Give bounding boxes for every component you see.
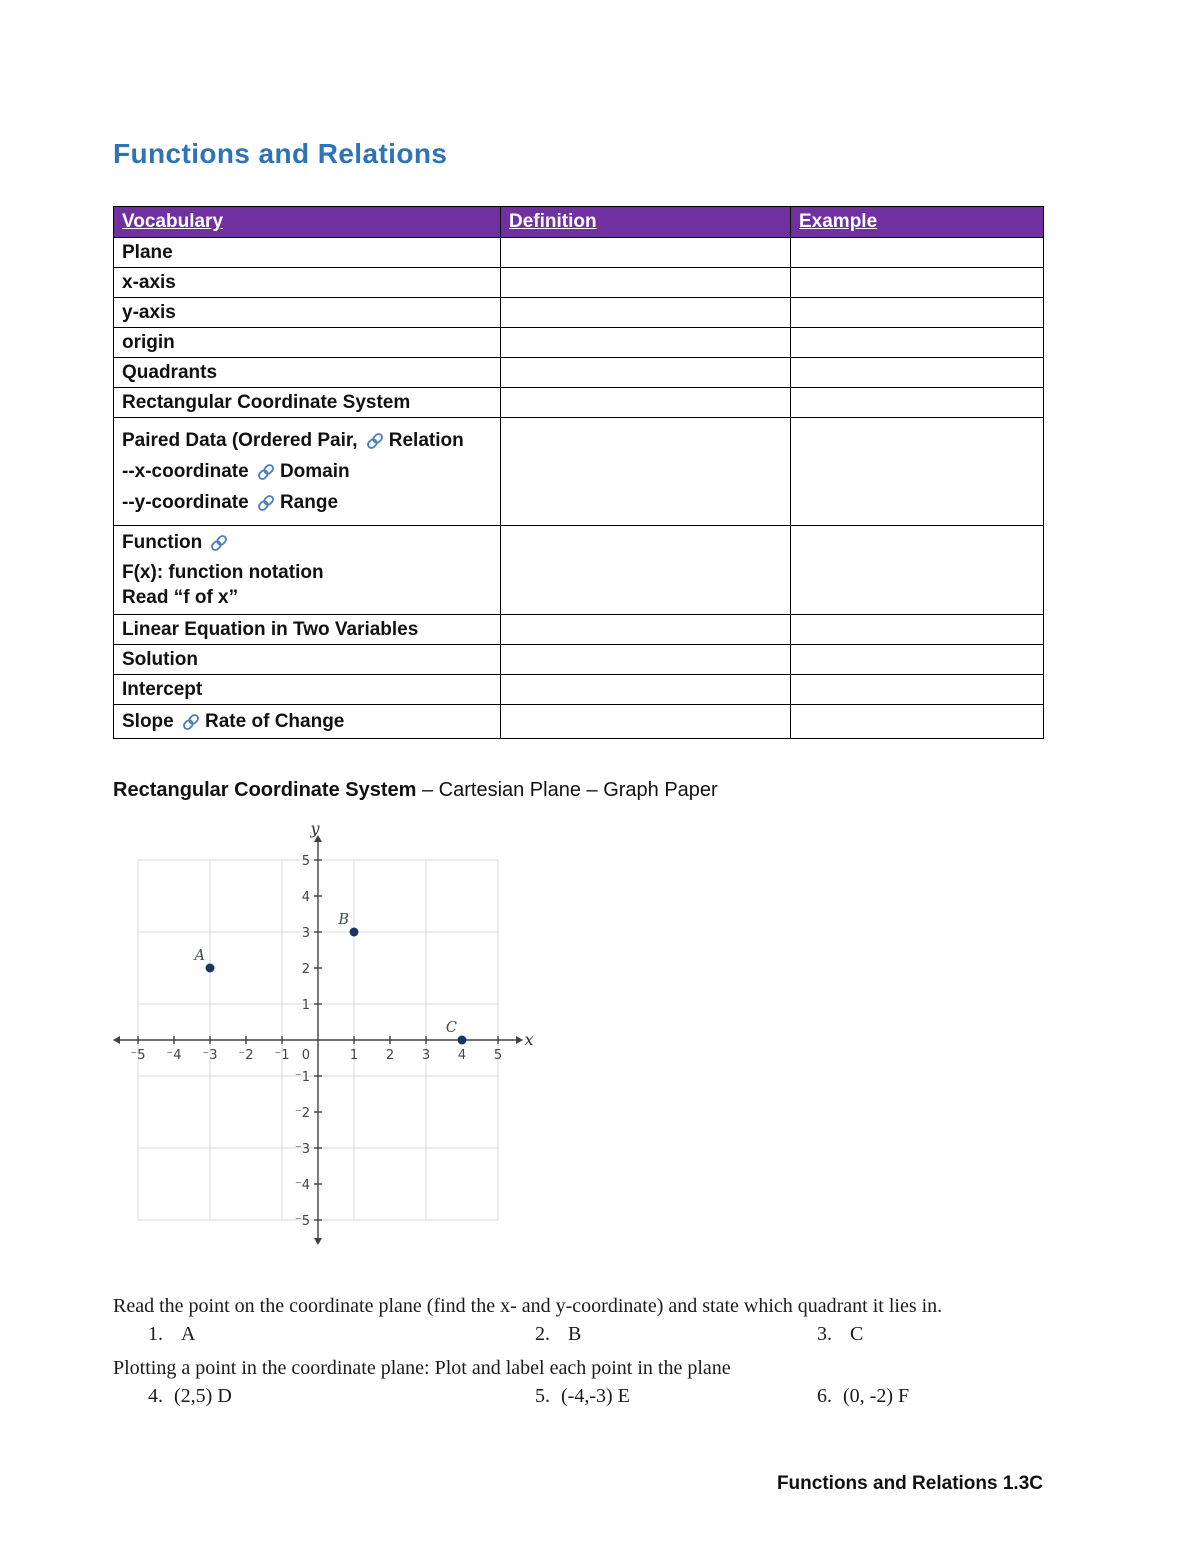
- vocab-row-slope: [114, 705, 1044, 739]
- vocab-term-text: Quadrants: [122, 362, 218, 383]
- definition-cell: [501, 645, 791, 675]
- point-C: [458, 1036, 467, 1045]
- example-cell: [791, 418, 1044, 526]
- vocab-term-cell: [114, 705, 501, 739]
- vocab-row-linear-equation: [114, 615, 1044, 645]
- item-text: C: [850, 1323, 864, 1345]
- vocabulary-table: [113, 206, 1044, 739]
- definition-cell: [501, 358, 791, 388]
- definition-cell: [501, 615, 791, 645]
- vocab-term-text: Linear Equation in Two Variables: [122, 619, 419, 640]
- vocab-term-cell: [114, 418, 501, 526]
- svg-text:2: 2: [385, 1048, 395, 1063]
- column-header-definition: [501, 207, 791, 238]
- vocab-term-cell: [114, 238, 501, 268]
- svg-text:⁻1: ⁻1: [294, 1070, 310, 1085]
- point-label-A: A: [194, 948, 205, 964]
- vocab-term-text: --y-coordinate: [122, 492, 254, 513]
- vocab-term-text: Intercept: [122, 679, 203, 700]
- svg-text:5: 5: [493, 1048, 503, 1063]
- y-axis-label: y: [310, 819, 320, 838]
- vocab-term-text: Slope: [122, 711, 180, 732]
- item-number: 5.: [535, 1385, 550, 1407]
- vocab-row-x-axis: [114, 268, 1044, 298]
- definition-cell: [501, 418, 791, 526]
- x-axis-label: x: [524, 1030, 534, 1049]
- definition-cell: [501, 526, 791, 615]
- definition-cell: [501, 675, 791, 705]
- section-heading-bold: Rectangular Coordinate System: [113, 779, 417, 801]
- svg-text:⁻4: ⁻4: [166, 1048, 182, 1063]
- link-icon: [256, 462, 276, 482]
- vocab-row-origin: [114, 328, 1044, 358]
- example-cell: [791, 645, 1044, 675]
- vocab-row-function: [114, 526, 1044, 615]
- vocab-row-intercept: [114, 675, 1044, 705]
- vocab-term-cell: [114, 388, 501, 418]
- vocab-table-header: [114, 207, 1044, 238]
- link-icon: [365, 431, 385, 451]
- exercise-item-2: [535, 1323, 581, 1346]
- point-B: [350, 928, 359, 937]
- svg-text:⁻3: ⁻3: [294, 1142, 310, 1157]
- definition-cell: [501, 328, 791, 358]
- header-row: [114, 207, 1044, 238]
- link-icon: [209, 533, 229, 553]
- vocab-term-text: Read “f of x”: [122, 587, 239, 608]
- example-cell: [791, 388, 1044, 418]
- svg-text:⁻2: ⁻2: [238, 1048, 254, 1063]
- example-cell: [791, 298, 1044, 328]
- definition-cell: [501, 388, 791, 418]
- page-title: Functions and Relations: [113, 138, 448, 169]
- definition-cell: [501, 298, 791, 328]
- vocab-row-quadrants: [114, 358, 1044, 388]
- item-number: 2.: [535, 1323, 550, 1345]
- vocab-row-plane: [114, 238, 1044, 268]
- vocab-row-rectangular-coordinate-system: [114, 388, 1044, 418]
- link-icon: [181, 712, 201, 732]
- vocab-term-cell: [114, 328, 501, 358]
- example-cell: [791, 615, 1044, 645]
- vocab-row-y-axis: [114, 298, 1044, 328]
- vocab-row-solution: [114, 645, 1044, 675]
- svg-text:⁻1: ⁻1: [274, 1048, 290, 1063]
- svg-text:⁻2: ⁻2: [294, 1106, 310, 1121]
- exercise-item-3: [817, 1323, 863, 1346]
- page-footer: Functions and Relations 1.3C: [776, 1473, 1043, 1494]
- vocab-term-text: Solution: [122, 649, 198, 670]
- example-cell: [791, 526, 1044, 615]
- vocab-table-body: [114, 238, 1044, 739]
- item-text: (2,5) D: [174, 1385, 232, 1407]
- point-label-B: B: [338, 912, 349, 928]
- link-icon: [256, 493, 276, 513]
- definition-cell: [501, 238, 791, 268]
- vocab-term-cell: [114, 526, 501, 615]
- vocab-term-text: Plane: [122, 242, 173, 263]
- item-number: 4.: [148, 1385, 163, 1407]
- item-text: (-4,-3) E: [561, 1385, 630, 1407]
- vocab-term-text: Paired Data (Ordered Pair,: [122, 430, 363, 451]
- vocab-term-text: Rectangular Coordinate System: [122, 392, 411, 413]
- definition-cell: [501, 268, 791, 298]
- vocab-term-text: Range: [279, 492, 339, 513]
- exercise-item-6: [817, 1385, 909, 1408]
- vocab-term-text: Relation: [388, 430, 464, 451]
- svg-text:4: 4: [301, 890, 310, 905]
- column-header-example-label: Example: [799, 211, 878, 232]
- point-label-C: C: [445, 1020, 457, 1036]
- read-items-row: [113, 1320, 1060, 1352]
- svg-text:5: 5: [301, 854, 310, 869]
- item-text: A: [181, 1323, 196, 1345]
- vocab-term-text: Function: [122, 532, 208, 553]
- point-A: [206, 964, 215, 973]
- item-number: 6.: [817, 1385, 832, 1407]
- svg-text:2: 2: [301, 962, 310, 977]
- item-number: 3.: [817, 1323, 832, 1345]
- vocab-term-text: y-axis: [122, 302, 176, 323]
- svg-text:⁻5: ⁻5: [294, 1214, 310, 1229]
- vocab-term-cell: [114, 268, 501, 298]
- coordinate-plane: [86, 818, 538, 1260]
- example-cell: [791, 268, 1044, 298]
- plot-prompt: Plotting a point in the coordinate plane: Plot and label each point in the plane: [113, 1357, 731, 1379]
- exercise-item-4: [148, 1385, 232, 1408]
- vocab-term-cell: [114, 675, 501, 705]
- example-cell: [791, 675, 1044, 705]
- column-header-definition-label: Definition: [509, 211, 597, 232]
- exercise-item-1: [148, 1323, 195, 1346]
- vocab-term-cell: [114, 645, 501, 675]
- vocab-term-text: origin: [122, 332, 175, 353]
- svg-text:1: 1: [349, 1048, 359, 1063]
- item-number: 1.: [148, 1323, 163, 1345]
- column-header-example: [791, 207, 1044, 238]
- exercise-section: [113, 1292, 1060, 1414]
- svg-text:4: 4: [457, 1048, 467, 1063]
- section-heading-rest: – Cartesian Plane – Graph Paper: [416, 779, 718, 801]
- section-heading: [113, 779, 1060, 802]
- vocab-term-cell: [114, 615, 501, 645]
- vocab-term-text: F(x): function notation: [122, 562, 324, 583]
- vocab-term-text: Rate of Change: [205, 711, 345, 732]
- read-prompt: Read the point on the coordinate plane (find the x- and y-coordinate) and state which quadrant it lies in.: [113, 1295, 943, 1317]
- vocab-term-text: Domain: [279, 461, 350, 482]
- origin-label: 0: [301, 1048, 310, 1063]
- definition-cell: [501, 705, 791, 739]
- svg-text:⁻5: ⁻5: [130, 1048, 146, 1063]
- plot-items-row: [113, 1382, 1060, 1414]
- example-cell: [791, 238, 1044, 268]
- svg-text:3: 3: [421, 1048, 431, 1063]
- vocab-term-cell: [114, 358, 501, 388]
- svg-text:⁻4: ⁻4: [294, 1178, 310, 1193]
- svg-text:1: 1: [301, 998, 310, 1013]
- item-text: B: [568, 1323, 582, 1345]
- vocab-row-paired-data: [114, 418, 1044, 526]
- vocab-term-text: x-axis: [122, 272, 176, 293]
- example-cell: [791, 705, 1044, 739]
- example-cell: [791, 358, 1044, 388]
- vocab-term-cell: [114, 298, 501, 328]
- exercise-item-5: [535, 1385, 630, 1408]
- example-cell: [791, 328, 1044, 358]
- vocab-term-text: --x-coordinate: [122, 461, 254, 482]
- column-header-vocabulary-label: Vocabulary: [122, 211, 224, 232]
- item-text: (0, -2) F: [843, 1385, 910, 1407]
- column-header-vocabulary: [114, 207, 501, 238]
- svg-text:⁻3: ⁻3: [202, 1048, 218, 1063]
- svg-text:3: 3: [301, 926, 310, 941]
